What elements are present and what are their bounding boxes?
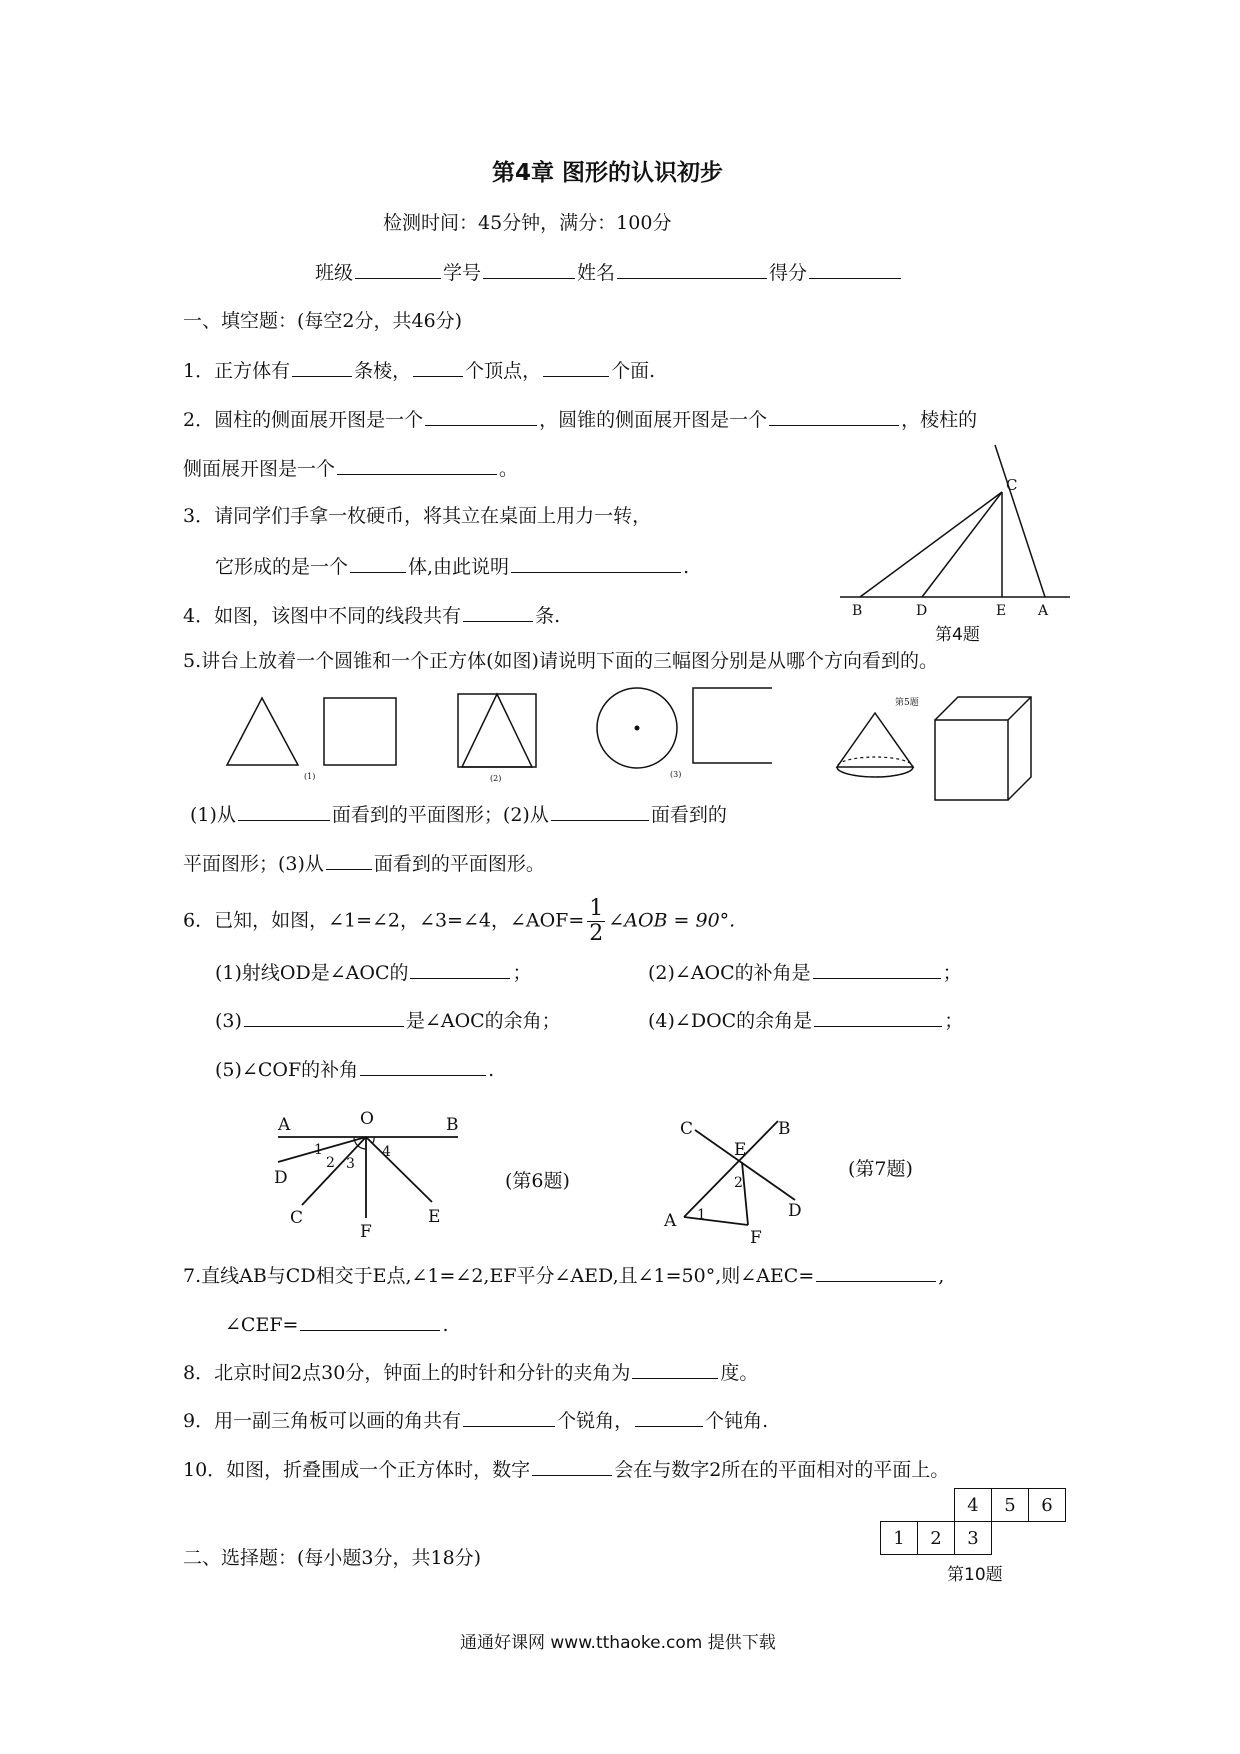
q9-blank-obtuse[interactable] <box>635 1408 703 1427</box>
q6-blank-5[interactable] <box>360 1057 486 1076</box>
student-info-row <box>315 260 903 285</box>
name-field[interactable] <box>617 260 767 279</box>
student-id-label: 学号 <box>443 262 482 284</box>
question-4: 4．如图，该图中不同的线段共有 条. <box>183 605 561 627</box>
figure-q7-caption: (第7题) <box>848 1158 913 1180</box>
svg-text:2: 2 <box>326 1155 335 1171</box>
figure-q5 <box>215 685 1095 810</box>
svg-text:D: D <box>788 1201 802 1221</box>
question-5-answers: (1)从 面看到的平面图形；(2)从 面看到的 <box>190 804 727 826</box>
label-D: D <box>916 603 928 619</box>
view1-triangle <box>227 698 298 765</box>
q6-blank-3[interactable] <box>244 1008 404 1027</box>
figure-q6 <box>270 1110 480 1250</box>
class-field[interactable] <box>355 260 441 279</box>
q5-blank-2[interactable] <box>551 802 649 821</box>
question-6-part-3: (3) 是∠AOC的余角； <box>215 1010 561 1032</box>
svg-text:3: 3 <box>346 1156 355 1172</box>
svg-text:B: B <box>778 1119 791 1139</box>
fraction-half: $\frac{1}{2}$ <box>589 896 604 947</box>
question-7: 7.直线AB与CD相交于E点,∠1=∠2,EF平分∠AED,且∠1=50°,则∠AEC= , <box>183 1265 945 1287</box>
q7-blank-aec[interactable] <box>816 1263 936 1282</box>
svg-text:A: A <box>664 1211 677 1231</box>
question-6-part-1: (1)射线OD是∠AOC的 ； <box>215 962 532 984</box>
label-B: B <box>852 603 863 619</box>
q10-blank-number[interactable] <box>532 1457 612 1476</box>
svg-text:D: D <box>274 1168 288 1188</box>
q6-blank-4[interactable] <box>814 1008 942 1027</box>
section-1-heading: 一、填空题：(每空2分，共46分) <box>183 310 463 332</box>
figure-q7 <box>660 1115 820 1250</box>
view-label-3: (3) <box>670 770 682 779</box>
question-9: 9．用一副三角板可以画的角共有 个锐角， 个钝角. <box>183 1410 769 1432</box>
question-10: 10．如图，折叠围成一个正方体时，数字 会在与数字2所在的平面相对的平面上。 <box>183 1459 950 1481</box>
question-5-answers-cont: 平面图形；(3)从 面看到的平面图形。 <box>183 853 545 875</box>
view1-square <box>324 698 396 765</box>
figure-q5-caption: 第5题 <box>895 698 919 708</box>
label-A: A <box>1038 603 1049 619</box>
svg-text:B: B <box>446 1115 459 1135</box>
footer-source: 通通好课网 www.tthaoke.com 提供下载 <box>460 1633 776 1653</box>
view-label-1: (1) <box>304 772 316 781</box>
figure-q4-caption: 第4题 <box>935 625 980 645</box>
view2-triangle <box>462 694 532 767</box>
q9-blank-acute[interactable] <box>463 1408 555 1427</box>
score-field[interactable] <box>809 260 901 279</box>
question-6-part-5: (5)∠COF的补角 . <box>215 1059 495 1081</box>
q6-blank-1[interactable] <box>410 960 510 979</box>
label-C: C <box>1006 476 1018 494</box>
svg-text:2: 2 <box>734 1175 743 1191</box>
q5-blank-3[interactable] <box>326 851 372 870</box>
view2-square <box>458 694 536 767</box>
question-5: 5.讲台上放着一个圆锥和一个正方体(如图)请说明下面的三幅图分别是从哪个方向看到的。 <box>183 650 938 672</box>
cube <box>935 720 1008 800</box>
q5-blank-1[interactable] <box>238 802 330 821</box>
svg-text:4: 4 <box>382 1144 391 1160</box>
question-8: 8．北京时间2点30分，钟面上的时针和分针的夹角为 度。 <box>183 1362 759 1384</box>
view-label-2: (2) <box>490 774 502 783</box>
question-6-part-2: (2)∠AOC的补角是 ； <box>648 962 962 984</box>
question-6-part-4: (4)∠DOC的余角是 ； <box>648 1010 964 1032</box>
q2-blank-cylinder[interactable] <box>425 407 537 426</box>
page-title: 第4章 图形的认识初步 <box>492 160 724 186</box>
question-2: 2．圆柱的侧面展开图是一个 ，圆锥的侧面展开图是一个 ，棱柱的 <box>183 409 978 431</box>
q1-blank-edges[interactable] <box>292 358 352 377</box>
question-6: 6．已知，如图，∠1=∠2，∠3=∠4，∠AOF= $\frac{1}{2}$ ∠AOB = 90°. <box>183 896 736 947</box>
figure-q6-caption: (第6题) <box>505 1170 570 1192</box>
svg-text:F: F <box>360 1222 372 1242</box>
q3-blank-explain[interactable] <box>511 554 681 573</box>
svg-text:C: C <box>680 1119 694 1139</box>
q2-blank-prism[interactable] <box>337 456 497 475</box>
svg-text:F: F <box>750 1228 762 1248</box>
figure-q10-net: 4 5 6 1 2 3 <box>880 1488 1066 1555</box>
svg-text:1: 1 <box>314 1142 323 1158</box>
section-2-heading: 二、选择题：(每小题3分，共18分) <box>183 1547 482 1569</box>
question-7-cont: ∠CEF= . <box>225 1314 449 1336</box>
student-id-field[interactable] <box>483 260 575 279</box>
svg-text:1: 1 <box>697 1207 706 1223</box>
exam-info: 检测时间：45分钟，满分：100分 <box>383 212 672 234</box>
q7-blank-cef[interactable] <box>300 1312 440 1331</box>
q3-blank-solid[interactable] <box>350 554 406 573</box>
question-2-cont: 侧面展开图是一个 。 <box>183 458 519 480</box>
svg-text:O: O <box>360 1109 374 1129</box>
q8-blank-angle[interactable] <box>632 1360 718 1379</box>
score-label: 得分 <box>769 262 808 284</box>
q4-blank-segments[interactable] <box>463 603 533 622</box>
cone <box>837 713 913 767</box>
figure-q10-caption: 第10题 <box>947 1565 1003 1585</box>
q1-blank-vertices[interactable] <box>413 358 463 377</box>
label-E: E <box>996 603 1007 619</box>
q2-blank-cone[interactable] <box>769 407 899 426</box>
question-3-cont: 它形成的是一个 体,由此说明 . <box>215 556 690 578</box>
svg-text:A: A <box>278 1115 291 1135</box>
q6-blank-2[interactable] <box>813 960 941 979</box>
q1-blank-faces[interactable] <box>543 358 609 377</box>
svg-text:E: E <box>734 1140 747 1160</box>
view3-square <box>693 688 772 763</box>
svg-text:C: C <box>290 1208 304 1228</box>
svg-text:E: E <box>428 1207 441 1227</box>
figure-q4 <box>830 445 1080 645</box>
class-label: 班级 <box>315 262 354 284</box>
name-label: 姓名 <box>577 262 616 284</box>
question-3: 3．请同学们手拿一枚硬币，将其立在桌面上用力一转， <box>183 505 652 527</box>
question-1: 1．正方体有 条棱， 个顶点， 个面. <box>183 360 656 382</box>
